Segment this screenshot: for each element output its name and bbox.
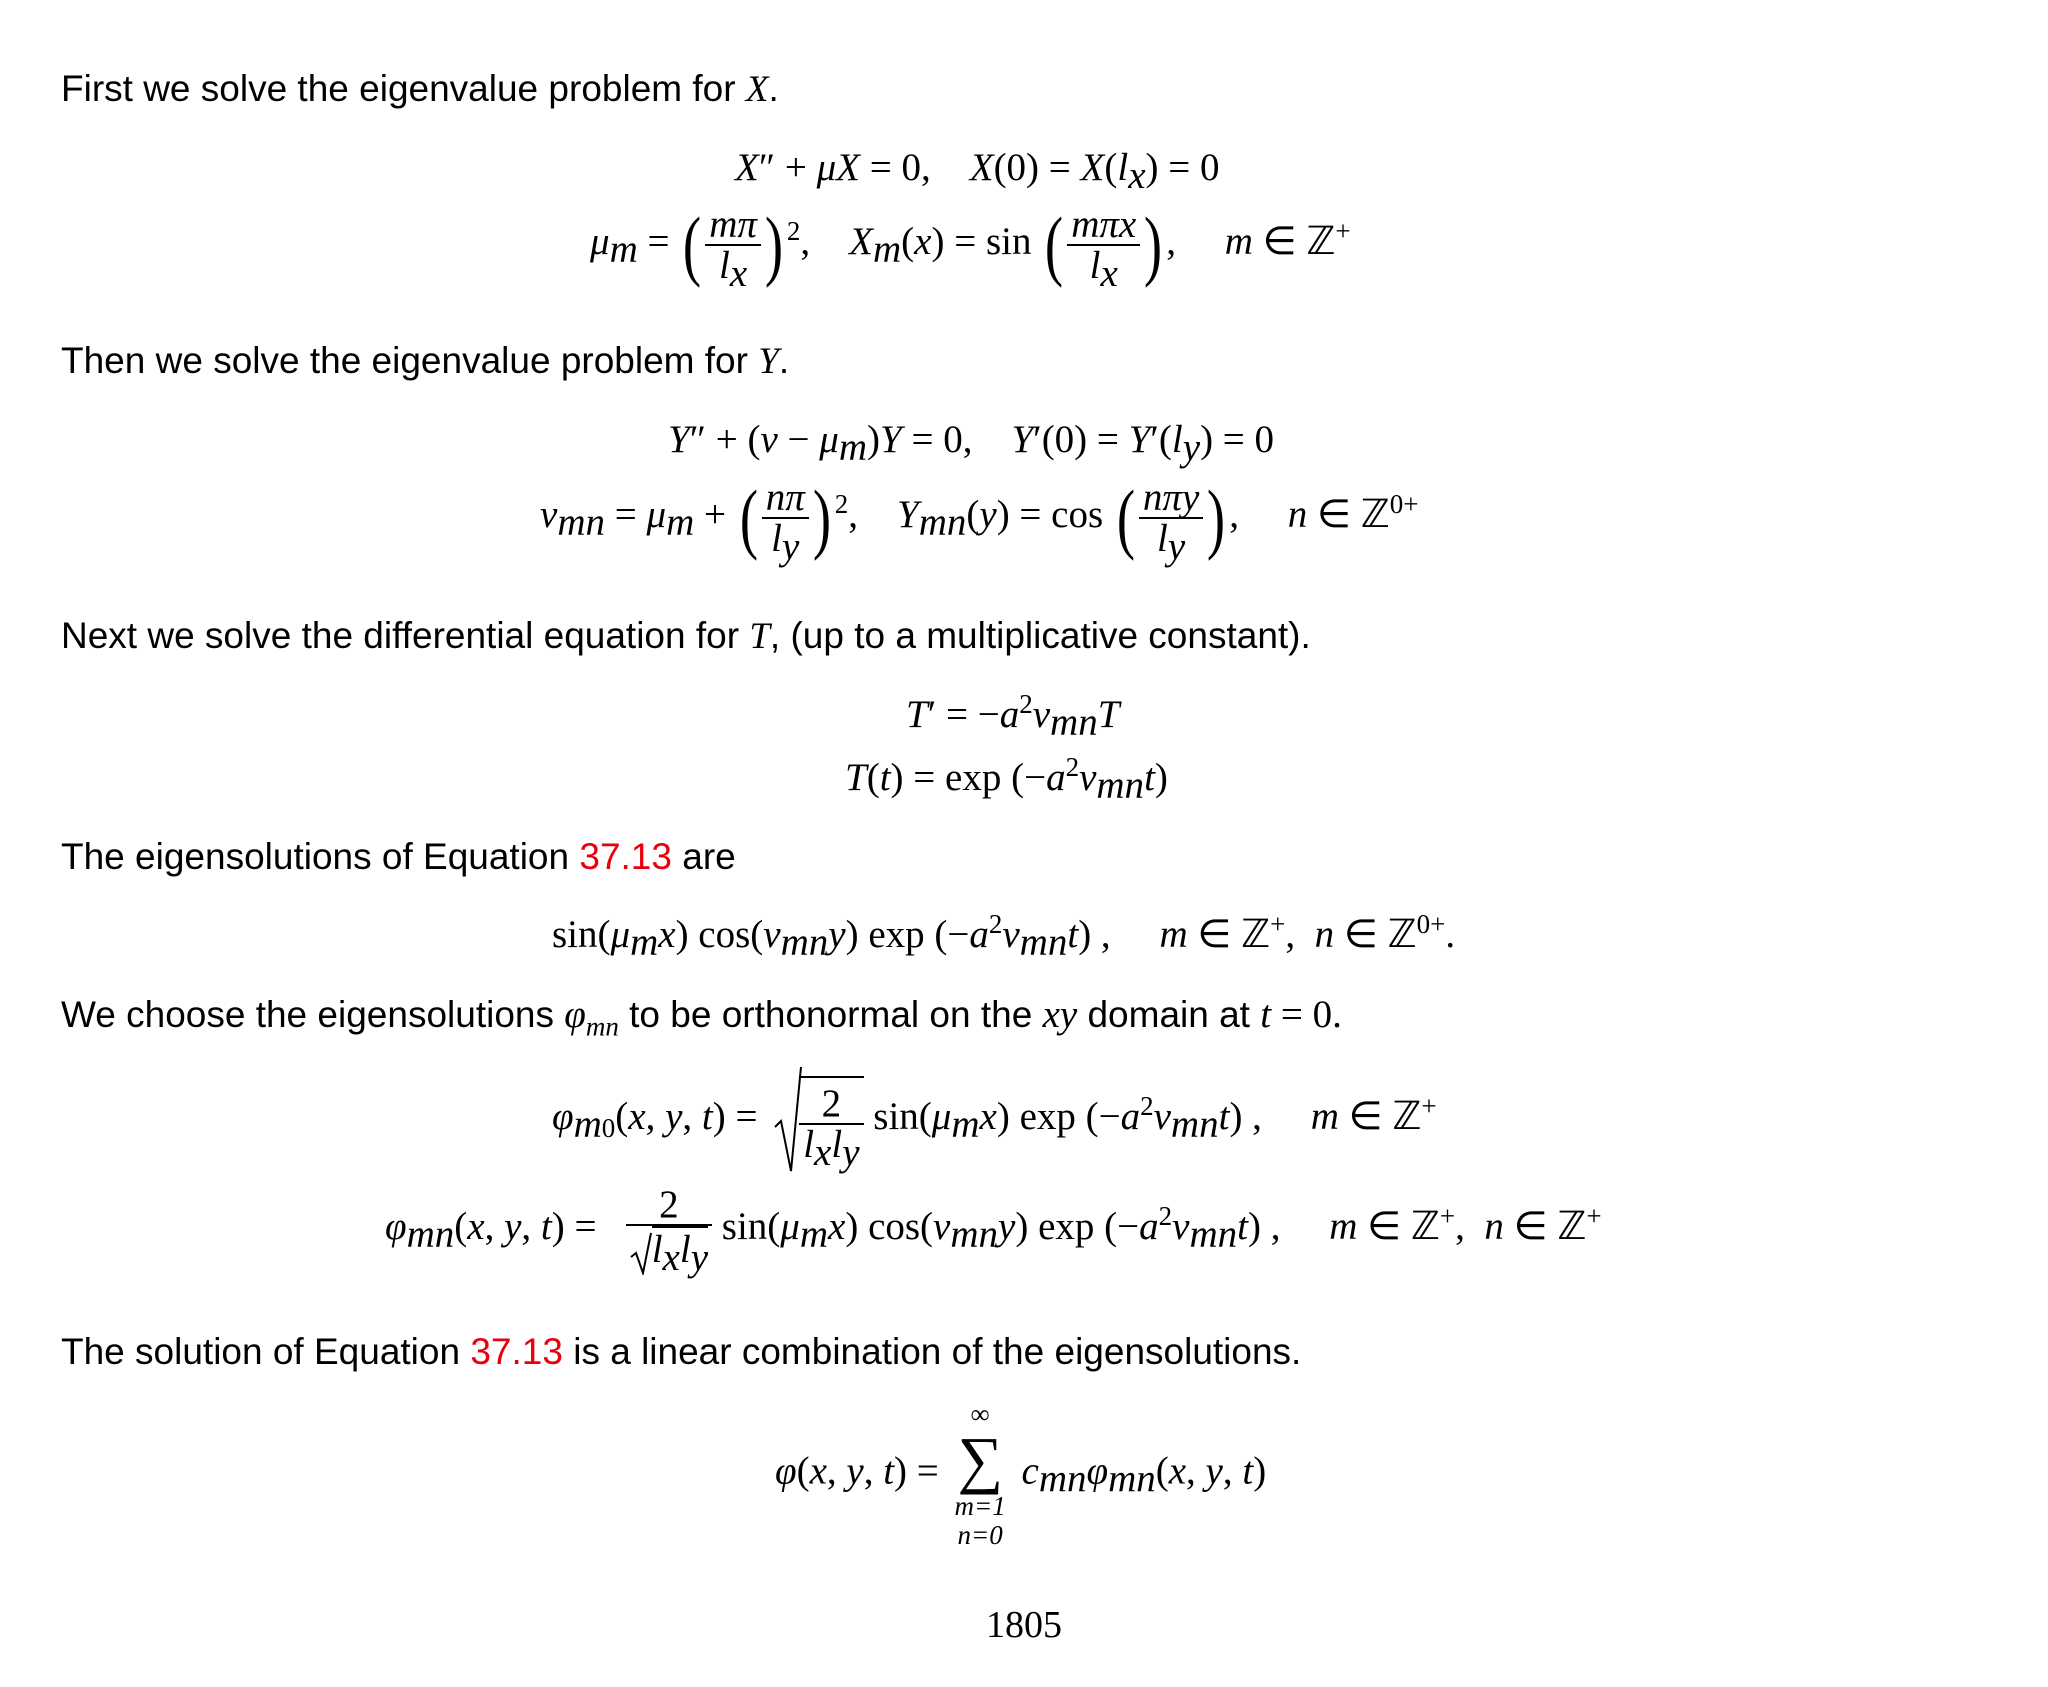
paragraph-eigen-x: First we solve the eigenvalue problem for X. — [61, 68, 779, 110]
equation-eigensolutions: $\sin(\mu_mx)$ $\cos(\nu_{mn}y)$ $\exp (-a^2\nu_{mn}t)$ , m ∈ ℤ+, n ∈ ℤ$^{0+}$. — [552, 909, 1456, 964]
paragraph-solution: The solution of Equation 37.13 is a linear combination of the eigensolutions. — [61, 1331, 1302, 1372]
equation-phi-m0: $\varphi_{m0}(x$, y, t) = $\frac{2}{l_xl_y}$ $\sin(\mu_mx)$ $\exp (-a^2\nu_{mn}t)$ , m ∈ ℤ+ — [552, 1065, 1437, 1175]
equation-x-ode: X″ + μX = 0, $X(0) = X(l_x) = 0$ — [735, 146, 1220, 197]
page-number: 1805 — [986, 1604, 1062, 1646]
equation-ref-link[interactable]: 37.13 — [579, 836, 672, 877]
equation-t-ode: $T' = -a^2\nu_{mn}T$ — [906, 689, 1120, 744]
equation-y-ode: $Y'' + (\nu - \mu_m)Y = 0$, $Y'(0) = Y'(l_y) = 0$ — [668, 418, 1275, 469]
equation-t-solution: $T(t) = \exp (-a^2\nu_{mn}t)$ — [845, 752, 1168, 807]
paragraph-eigensolutions: The eigensolutions of Equation 37.13 are — [61, 836, 736, 877]
sqrt-sign-icon — [630, 1231, 652, 1275]
equation-phi-mn: $\varphi_{mn}(x$, y, t) = $\frac{2}{l_xl_y}$ $\sin(\mu_mx)$ $\cos(\nu_{mn}y)$ $\exp (-a^2\nu_{mn}t)$ , m ∈ ℤ+, n ∈ ℤ+ — [385, 1183, 1602, 1279]
equation-x-eigen: $\mu_m$ = ( $\frac{m\pi}{l_x}$ ) $^2$, $X_m(x) = \sin$ ( $\frac{\text{mπx}}{l_x}$ ), m ∈ ℤ+ — [590, 201, 1351, 295]
equation-ref-link[interactable]: 37.13 — [470, 1331, 563, 1372]
equation-series-solution: φ(x, y, t) = ∞ ∑ m=1 n=0 $c_{mn}\varphi_{mn}(x$, y, t) — [775, 1399, 1267, 1550]
summation-symbol: ∞ ∑ m=1 n=0 — [954, 1399, 1006, 1550]
paragraph-eigen-t: Next we solve the differential equation for T, (up to a multiplicative constant). — [61, 615, 1311, 657]
equation-y-eigen: $\nu_{mn} = \mu_m$ + ( $\frac{n\pi}{l_y}$ ) $^2$, $Y_{mn}(y) = \cos$ ( $\frac{\text{nπy}}{l_y}$ ), n ∈ ℤ$^{0+}$ — [540, 474, 1419, 568]
paragraph-eigen-y: Then we solve the eigenvalue problem for Y. — [61, 340, 790, 382]
paragraph-orthonormal: We choose the eigensolutions $\varphi_{mn}$ to be orthonormal on the xy domain at t = 0. — [61, 993, 1342, 1042]
